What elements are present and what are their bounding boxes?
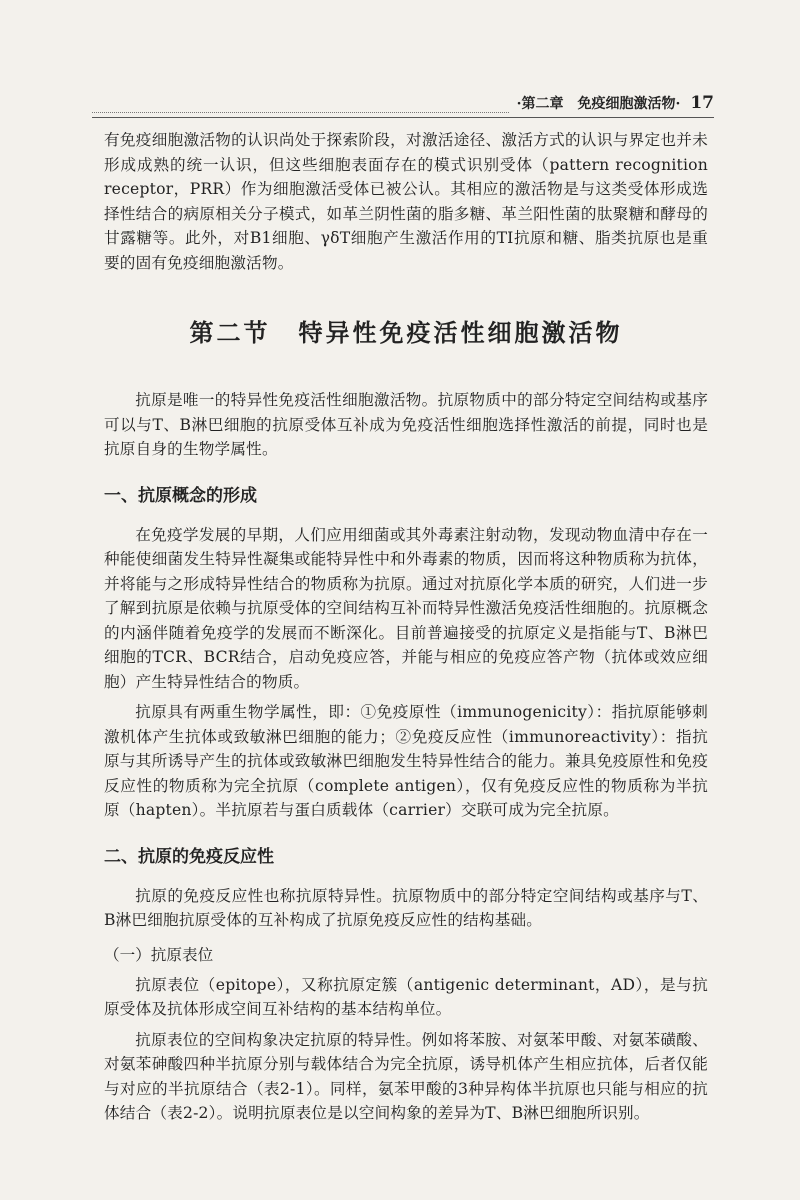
paragraph-epitope-definition: 抗原表位（epitope），又称抗原定簇（antigenic determinant，AD），是与抗原受体及抗体形成空间互补结构的基本结构单位。 xyxy=(104,975,708,1018)
header-leader-dots xyxy=(92,102,509,113)
paragraph-properties: 抗原具有两重生物学属性，即：①免疫原性（immunogenicity）：指抗原能够刺激机体产生抗体或致敏淋巴细胞的能力；②免疫反应性（immunoreactivity）：指抗原与其所诱导产生的抗体或致敏淋巴细胞发生特异性结合的能力。兼具免疫原性和免疫反应性的物质称为完全抗原（complete antigen），仅有免疫反应性的物质称为半抗原（hapten）。半抗原若与蛋白质载体（carrier）交联可成为完全抗原。 xyxy=(104,703,708,819)
section-name: 特异性免疫活性细胞激活物 xyxy=(298,318,623,347)
section-number: 第二节 xyxy=(189,318,271,347)
page-number: 17 xyxy=(690,93,714,113)
paragraph-intro: 抗原是唯一的特异性免疫活性细胞激活物。抗原物质中的部分特定空间结构或基序可以与T、B淋巴细胞的抗原受体互补成为免疫活性细胞选择性激活的前提，同时也是抗原自身的生物学属性。 xyxy=(104,391,708,458)
section-title xyxy=(104,313,708,348)
paragraph-continuation: 有免疫细胞激活物的认识尚处于探索阶段，对激活途径、激活方式的认识与界定也并未形成成熟的统一认识，但这些细胞表面存在的模式识别受体（pattern recognition receptor，PRR）作为细胞激活受体已被公认。其相应的激活物是与这类受体形成选择性结合的病原相关分子模式，如革兰阴性菌的脂多糖、革兰阳性菌的肽聚糖和酵母的甘露糖等。此外，对B1细胞、γδT细胞产生激活作用的TI抗原和糖、脂类抗原也是重要的固有免疫细胞激活物。 xyxy=(104,131,708,272)
paragraph-specificity: 抗原的免疫反应性也称抗原特异性。抗原物质中的部分特定空间结构或基序与T、B淋巴细胞抗原受体的互补构成了抗原免疫反应性的结构基础。 xyxy=(104,886,708,929)
heading-epitope: （一）抗原表位 xyxy=(104,945,214,964)
page-content xyxy=(104,128,708,1126)
heading-immunoreactivity: 二、抗原的免疫反应性 xyxy=(104,846,274,867)
heading-antigen-concept: 一、抗原概念的形成 xyxy=(104,485,257,506)
paragraph-history: 在免疫学发展的早期，人们应用细菌或其外毒素注射动物，发现动物血清中存在一种能使细菌发生特异性凝集或能特异性中和外毒素的物质，因而将这种物质称为抗体，并将能与之形成特异性结合的物质称为抗原。通过对抗原化学本质的研究，人们进一步了解到抗原是依赖与抗原受体的空间结构互补而特异性激活免疫活性细胞的。抗原概念的内涵伴随着免疫学的发展而不断深化。目前普遍接受的抗原定义是指能与T、B淋巴细胞的TCR、BCR结合，启动免疫应答，并能与相应的免疫应答产物（抗体或效应细胞）产生特异性结合的物质。 xyxy=(104,525,708,691)
chapter-title: ·第二章 免疫细胞激活物· xyxy=(516,96,681,112)
paragraph-epitope-conformation: 抗原表位的空间构象决定抗原的特异性。例如将苯胺、对氨苯甲酸、对氨苯磺酸、对氨苯砷酸四种半抗原分别与载体结合为完全抗原，诱导机体产生相应抗体，后者仅能与对应的半抗原结合（表2-1）。同样，氨苯甲酸的3种异构体半抗原也只能与相应的抗体结合（表2-2）。说明抗原表位是以空间构象的差异为T、B淋巴细胞所识别。 xyxy=(104,1030,708,1122)
running-header xyxy=(92,92,714,118)
